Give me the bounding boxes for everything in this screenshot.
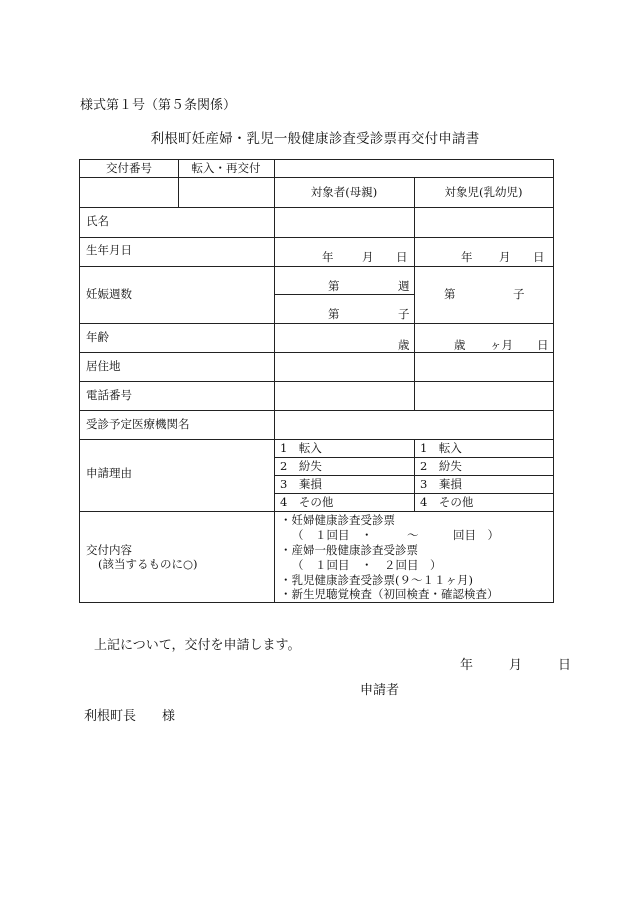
content-item-infant: ・乳児健康診査受診票(９～１１ヶ月) — [280, 573, 473, 587]
content-item-hearing: ・新生児聴覚検査（初回検査・確認検査） — [280, 587, 499, 601]
mother-child-order-prefix: 第 — [328, 307, 340, 321]
phone-label: 電話番号 — [86, 388, 132, 402]
rule — [80, 266, 553, 267]
child-birth-month: 月 — [499, 250, 511, 264]
rule — [80, 323, 553, 324]
rule — [274, 160, 275, 602]
child-order-prefix: 第 — [444, 287, 456, 301]
mother-birth-month: 月 — [362, 250, 374, 264]
child-age-years: 歳 — [454, 338, 466, 352]
reason-mother-other: 4 その他 — [280, 495, 334, 509]
rule — [274, 294, 414, 295]
date-day: 日 — [558, 658, 572, 673]
form-title: 利根町妊産婦・乳児一般健康診査受診票再交付申請書 — [150, 131, 480, 147]
name-label: 氏名 — [86, 214, 109, 228]
reason-child-transfer: 1 転入 — [420, 441, 462, 455]
reason-child-other: 4 その他 — [420, 495, 474, 509]
addressee — [84, 705, 175, 724]
application-table — [79, 159, 554, 603]
applicant-label: 申請者 — [360, 683, 400, 698]
clinic-label: 受診予定医療機関名 — [86, 417, 190, 431]
issue-type-label: 転入・再交付 — [191, 161, 261, 175]
rule — [80, 352, 553, 353]
pregnancy-week-prefix: 第 — [328, 279, 340, 293]
rule — [80, 381, 553, 382]
date-month: 月 — [509, 658, 523, 673]
rule — [80, 177, 553, 178]
rule — [80, 237, 553, 238]
child-order-unit: 子 — [513, 287, 525, 301]
mother-column-header: 対象者(母親) — [310, 185, 378, 199]
mother-child-order-unit: 子 — [398, 307, 410, 321]
rule — [414, 177, 415, 410]
child-column-header: 対象児(乳幼児) — [444, 185, 523, 199]
honorific: 様 — [162, 709, 176, 724]
content-item-prenatal: ・妊婦健康診査受診票 — [280, 513, 395, 527]
application-statement: 上記について，交付を申請します。 — [94, 638, 301, 653]
pregnancy-week-unit: 週 — [398, 279, 410, 293]
reason-mother-transfer: 1 転入 — [280, 441, 322, 455]
issue-number-label: 交付番号 — [106, 161, 152, 175]
content-item-postnatal: ・産婦一般健康診査受診票 — [280, 543, 418, 557]
reason-label: 申請理由 — [86, 466, 132, 480]
address-label: 居住地 — [86, 359, 121, 373]
mother-birth-day: 日 — [396, 250, 408, 264]
reason-child-damaged: 3 棄損 — [420, 477, 462, 491]
birthdate-label: 生年月日 — [86, 243, 132, 257]
reason-child-lost: 2 紛失 — [420, 459, 462, 473]
mayor-title: 利根町長 — [84, 709, 137, 724]
mother-age-unit: 歳 — [398, 338, 410, 352]
content-note: (該当するものに○) — [98, 557, 198, 571]
reason-mother-lost: 2 紛失 — [280, 459, 322, 473]
rule — [414, 439, 415, 511]
child-age-months: ヶ月 — [490, 338, 513, 352]
rule — [80, 207, 553, 208]
rule — [80, 410, 553, 411]
reason-mother-damaged: 3 棄損 — [280, 477, 322, 491]
content-item-prenatal-range: （ １回目 ・ ～ 回目 ） — [292, 528, 499, 542]
mother-birth-year: 年 — [322, 250, 334, 264]
form-number: 様式第１号（第５条関係） — [80, 98, 237, 113]
content-label: 交付内容 — [86, 543, 132, 557]
date-year: 年 — [460, 658, 474, 673]
pregnancy-weeks-label: 妊娠週数 — [86, 287, 132, 301]
content-item-postnatal-range: （ １回目 ・ ２回目 ） — [292, 558, 442, 572]
child-age-days: 日 — [537, 338, 549, 352]
child-birth-year: 年 — [461, 250, 473, 264]
rule — [80, 439, 553, 440]
age-label: 年齢 — [86, 330, 109, 344]
child-birth-day: 日 — [533, 250, 545, 264]
rule — [80, 511, 553, 512]
application-date — [460, 654, 571, 673]
